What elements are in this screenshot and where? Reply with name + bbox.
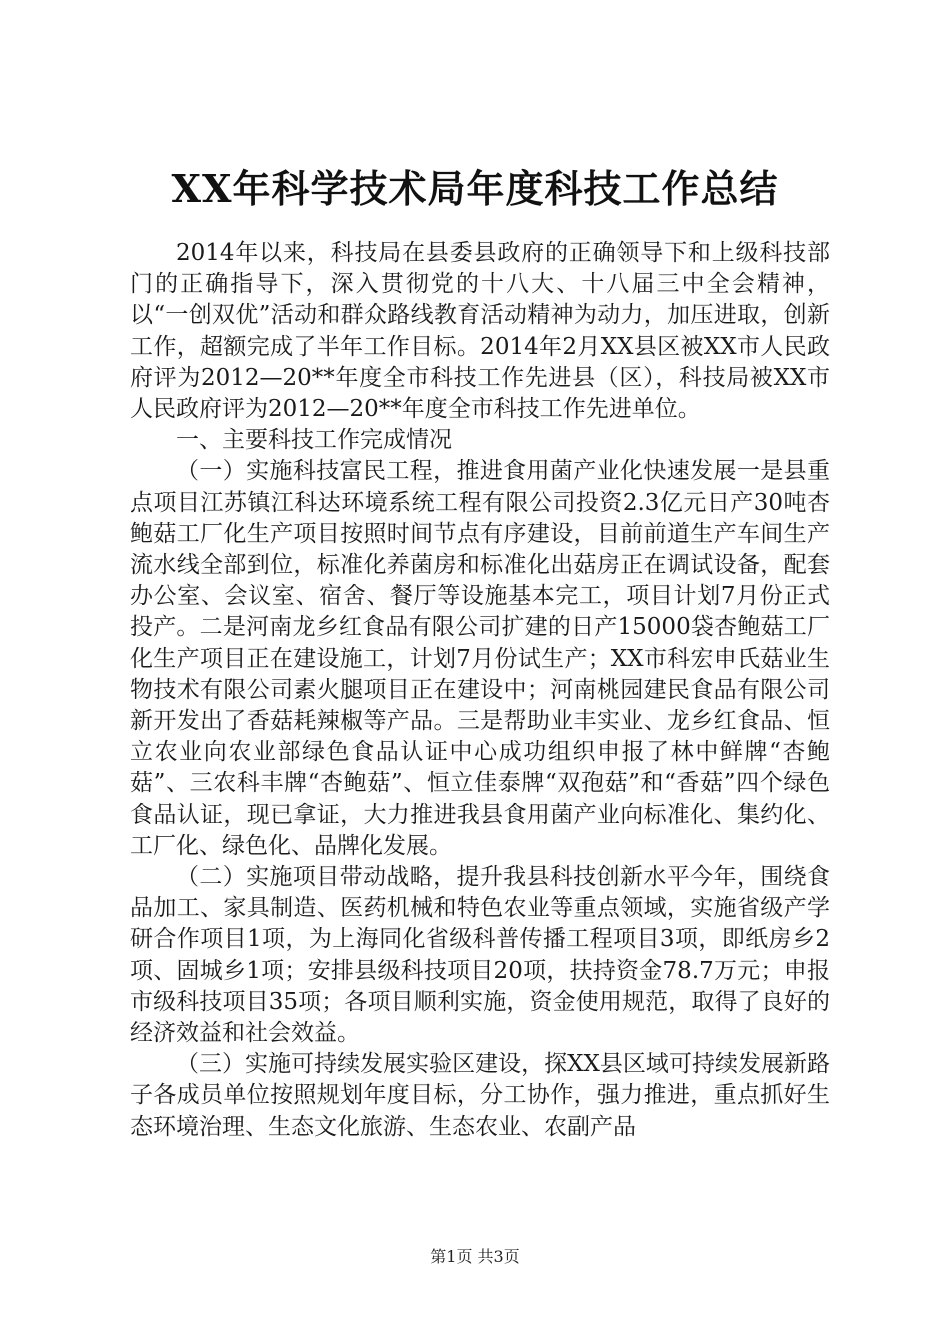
document-title: XX年科学技术局年度科技工作总结 — [171, 166, 779, 211]
paragraph-item-1: （一）实施科技富民工程，推进食用菌产业化快速发展一是县重点项目江苏镇江科达环境系统工程有限公司投资2.3亿元日产30吨杏鲍菇工厂化生产项目按照时间节点有序建设，目前前道生产车间生产流水线全部到位，标准化养菌房和标准化出菇房正在调试设备，配套办公室、会议室、宿舍、餐厅等设施基本完工，项目计划7月份正式投产。二是河南龙乡红食品有限公司扩建的日产15000袋杏鲍菇工厂化生产项目正在建设施工，计划7月份试生产；XX市科宏申氏菇业生物技术有限公司素火腿项目正在建设中；河南桃园建民食品有限公司新开发出了香菇耗辣椒等产品。三是帮助业丰实业、龙乡红食品、恒立农业向农业部绿色食品认证中心成功组织申报了林中鲜牌“杏鲍菇”、三农科丰牌“杏鲍菇”、恒立佳泰牌“双孢菇”和“香菇”四个绿色食品认证，现已拿证，大力推进我县食用菌产业向标准化、集约化、工厂化、绿色化、品牌化发展。 — [130, 458, 830, 859]
paragraph-item-3: （三）实施可持续发展实验区建设，探XX县区域可持续发展新路子各成员单位按照规划年度目标，分工协作，强力推进，重点抓好生态环境治理、生态文化旅游、生态农业、农副产品 — [130, 1051, 830, 1140]
paragraph-item-2: （二）实施项目带动战略，提升我县科技创新水平今年，围绕食品加工、家具制造、医药机械和特色农业等重点领域，实施省级产学研合作项目1项，为上海同化省级科普传播工程项目3项，即纸房乡2项、固城乡1项；安排县级科技项目20项，扶持资金78.7万元；申报市级科技项目35项；各项目顺利实施，资金使用规范，取得了良好的经济效益和社会效益。 — [130, 864, 830, 1047]
section-heading: 一、主要科技工作完成情况 — [176, 427, 452, 454]
paragraph-intro: 2014年以来，科技局在县委县政府的正确领导下和上级科技部门的正确指导下，深入贯彻党的十八大、十八届三中全会精神，以“一创双优”活动和群众路线教育活动精神为动力，加压进取，创新工作，超额完成了半年工作目标。2014年2月XX县区被XX市人民政府评为2012—20**年度全市科技工作先进县（区），科技局被XX市人民政府评为2012—20**年度全市科技工作先进单位。 — [130, 240, 830, 423]
document-body — [130, 238, 830, 1143]
page-footer: 第1页 共3页 — [430, 1247, 520, 1266]
